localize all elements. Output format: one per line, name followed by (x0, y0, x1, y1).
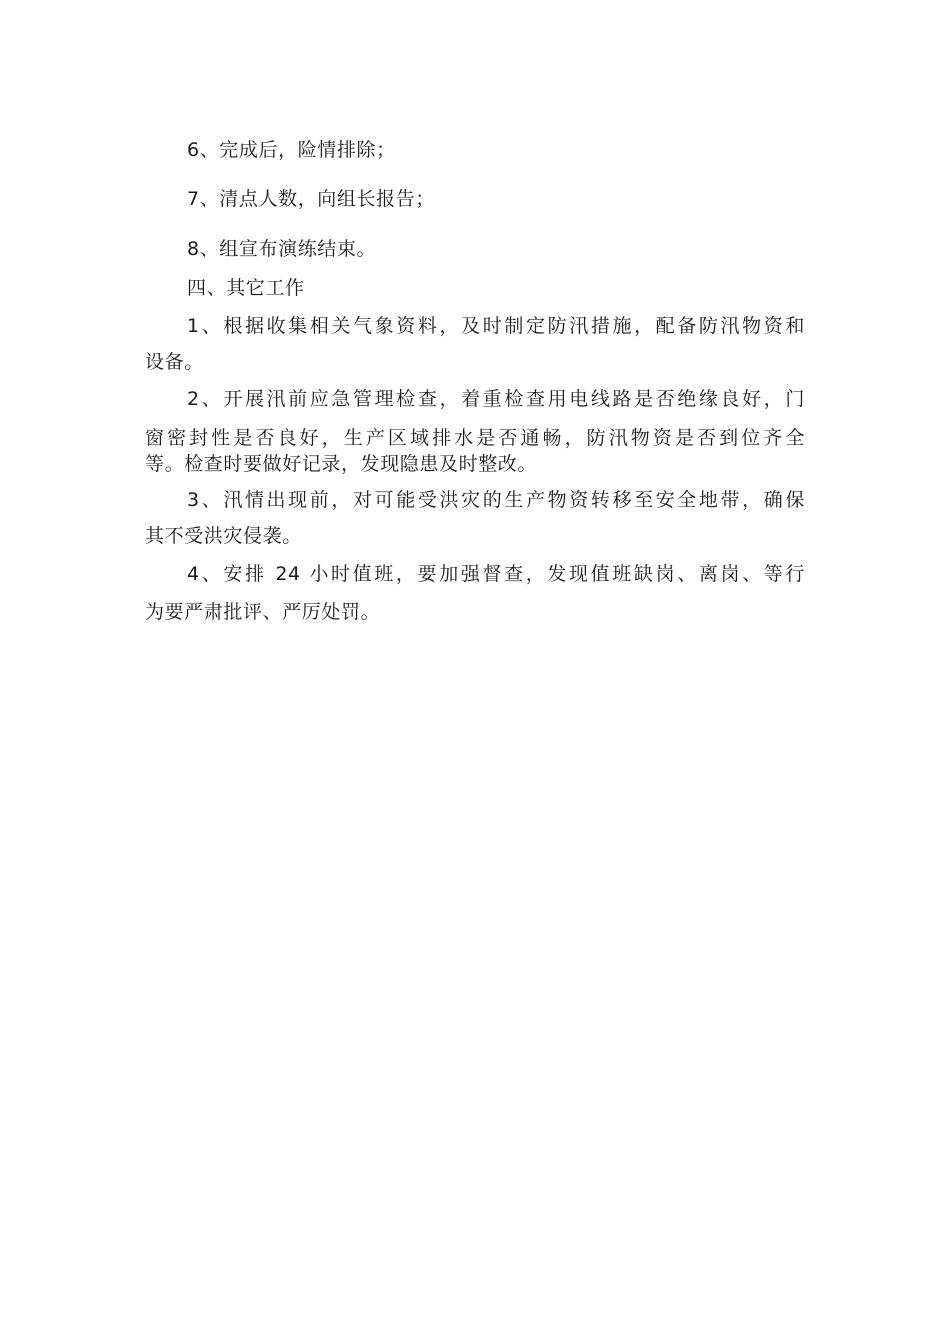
item-2-line-3: 等。检查时要做好记录，发现隐患及时整改。 (145, 453, 538, 475)
item-3-line-2: 其不受洪灾侵袭。 (145, 525, 302, 547)
item-1-line-2: 设备。 (145, 351, 204, 373)
step-6-line: 6、完成后，险情排除； (187, 139, 396, 161)
step-7-line: 7、清点人数，向组长报告； (187, 188, 435, 210)
item-2-line-1: 2、开展汛前应急管理检查，着重检查用电线路是否绝缘良好，门 (187, 388, 805, 410)
item-4-line-2: 为要严肃批评、严厉处罚。 (145, 601, 381, 623)
item-4-line-1: 4、安排 24 小时值班，要加强督查，发现值班缺岗、离岗、等行 (187, 563, 805, 585)
item-1-line-1: 1、根据收集相关气象资料，及时制定防汛措施，配备防汛物资和 (187, 315, 805, 337)
item-2-line-2: 窗密封性是否良好，生产区域排水是否通畅，防汛物资是否到位齐全 (145, 427, 805, 449)
step-8-line: 8、组宣布演练结束。 (187, 238, 377, 260)
item-3-line-1: 3、汛情出现前，对可能受洪灾的生产物资转移至安全地带，确保 (187, 489, 805, 511)
section-heading-other-work: 四、其它工作 (187, 277, 305, 299)
